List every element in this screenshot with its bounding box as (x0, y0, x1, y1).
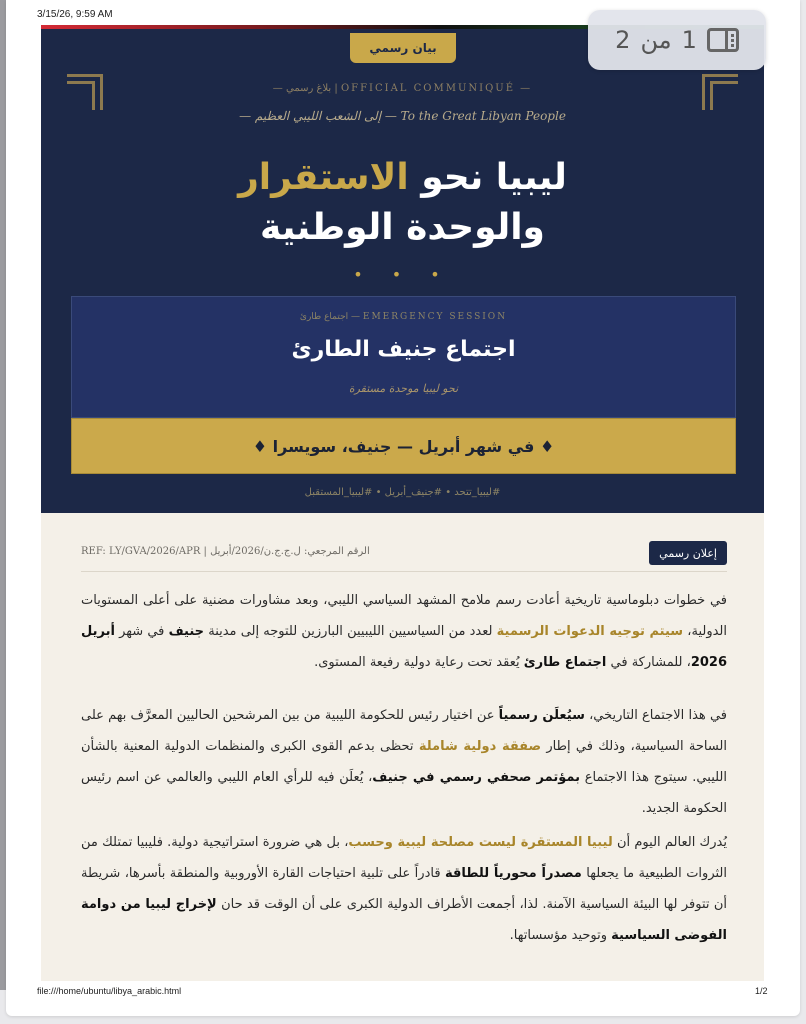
text: في شهر (114, 624, 169, 639)
bold-text: جنيف (168, 624, 205, 639)
text: لعدد من السياسيين الليبيين البارزين للتوجه إلى مدينة (204, 624, 497, 639)
text: ، بل هي ضرورة استراتيجية دولية. فليبيا تمتلك من الثروات الطبيعية ما يجعلها (81, 835, 727, 881)
body-section (41, 513, 764, 981)
tagline: — إلى الشعب الليبي العظيم — To the Great Libyan People (239, 109, 566, 123)
page-current: 1 (681, 26, 697, 54)
title-highlight: الاستقرار (238, 157, 409, 198)
bold-text: بمؤتمر صحفي رسمي في جنيف (372, 770, 580, 785)
text: في هذا الاجتماع التاريخي، (584, 708, 727, 723)
bold-text: لإخراج ليبيا من دوامة الفوضى السياسية (81, 897, 727, 943)
decorative-dots: • • • (353, 265, 452, 284)
text: يُعقد تحت رعاية دولية رفيعة المستوى. (314, 655, 524, 670)
text: في خطوات دبلوماسية تاريخية أعادت رسم ملامح المشهد السياسي الليبي، وبعد مشاورات مضنية على أعلى المستويات الدولية، (81, 593, 727, 639)
text: تحظى بدعم القوى الكبرى والمنظمات الدولية المعنية بالشأن الليبي. سيتوج هذا الاجتماع (81, 739, 727, 785)
title-line2: والوحدة الوطنية (260, 207, 545, 248)
bold-text: أبريل 2026 (81, 624, 727, 670)
session-subtitle: نحو ليبيا موحدة مستقرة (348, 382, 459, 395)
text: قادراً على تلبية احتياجات القارة الأوروبية والمنطقة بأسرها، شريطة أن تتوفر لها البيئة السياسية الآمنة. لذا، أجمعت الأطراف الدولية الكبرى على أن الوقت قد حان (81, 866, 727, 912)
official-statement-badge: بيان رسمي (350, 33, 456, 63)
reference-row (81, 541, 727, 572)
page-title (41, 153, 764, 253)
session-box (71, 296, 736, 418)
footer-url: file:///home/ubuntu/libya_arabic.html (37, 986, 182, 996)
text: يُدرك العالم اليوم أن (612, 835, 727, 850)
bold-text: مصدراً محورياً للطاقة (444, 866, 582, 881)
page-indicator[interactable] (588, 10, 766, 70)
highlight-text: سيتم توجيه الدعوات الرسمية (496, 624, 684, 639)
communique-kicker: — بلاغ رسمي | OFFICIAL COMMUNIQUÉ — (272, 83, 533, 94)
highlight-text: ليبيا المستقرة ليست مصلحة ليبية وحسب (348, 835, 613, 850)
text: ، للمشاركة في (606, 655, 691, 670)
text: ، يُعلَن فيه للرأي العام الليبي والعالمي عن اسم رئيس الحكومة الجديد. (81, 770, 727, 816)
session-kicker: اجتماع طارئ — EMERGENCY SESSION (299, 312, 508, 322)
text: عن اختيار رئيس للحكومة الليبية من بين المرشحين الحاليين المعرَّف بهم على الساحة السياسية، وذلك في إطار (81, 708, 727, 754)
announcement-badge: إعلان رسمي (649, 541, 727, 565)
document-page (41, 25, 764, 981)
page-separator: من (640, 26, 672, 54)
bold-text: اجتماع طارئ (523, 655, 607, 670)
date-location-band: ♦ في شهر أبريل — جنيف، سويسرا ♦ (71, 418, 736, 474)
bold-text: سيُعلَن رسمياً (498, 708, 585, 723)
hero-header (41, 29, 764, 513)
hashtags: #ليبيا_تتحد • #جنيف_أبريل • #ليبيا_المستقبل (304, 487, 501, 498)
print-date: 3/15/26, 9:59 AM (37, 9, 113, 20)
highlight-text: صفقة دولية شاملة (418, 739, 542, 754)
sidebar-icon[interactable] (707, 28, 739, 52)
session-title: اجتماع جنيف الطارئ (291, 337, 516, 362)
footer-page-number: 1/2 (755, 986, 768, 996)
page-total: 2 (615, 26, 631, 54)
paragraph-3 (81, 827, 727, 951)
reference-number: الرقم المرجعي: ل.ج.ج.ن/2026/أبريل | REF: LY/GVA/2026/APR (81, 546, 370, 557)
title-part1: ليبيا نحو (408, 157, 567, 198)
text: وتوحيد مؤسساتها. (509, 928, 612, 943)
paragraph-1 (81, 585, 727, 678)
paragraph-2 (81, 700, 727, 824)
